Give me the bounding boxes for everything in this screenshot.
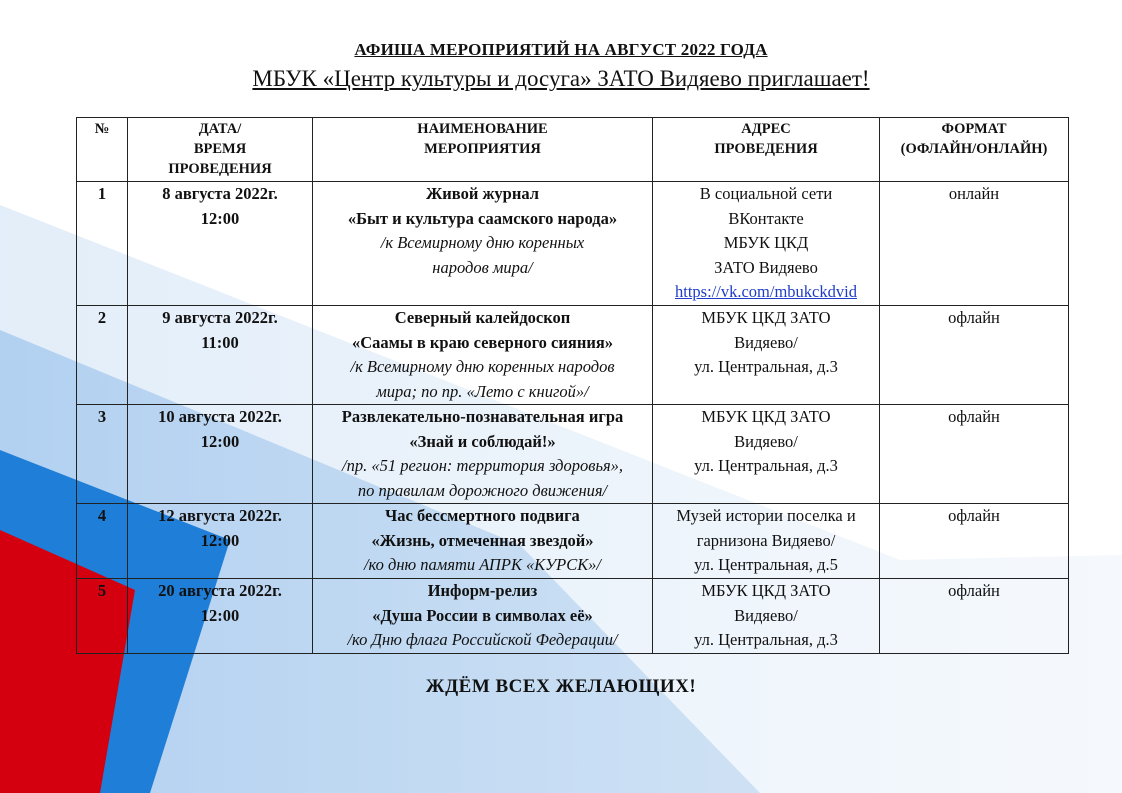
vk-link[interactable]: https://vk.com/mbukckdvid	[675, 282, 857, 301]
row-number: 3	[77, 405, 128, 504]
event-note: /ко дню памяти АПРК «КУРСК»/	[363, 555, 602, 574]
row-event-cell	[313, 579, 653, 654]
event-name: «Саамы в краю северного сияния»	[351, 332, 614, 352]
event-note: по правилам дорожного движения/	[357, 480, 608, 500]
col-header-number: №	[77, 118, 128, 182]
row-event-cell	[313, 504, 653, 579]
address-line: МБУК ЦКД ЗАТО	[701, 308, 831, 327]
col-header-event: НАИМЕНОВАНИЕ МЕРОПРИЯТИЯ	[313, 118, 653, 182]
address-line: МБУК ЦКД ЗАТО	[701, 407, 831, 426]
row-address-cell	[653, 504, 880, 579]
event-type: Живой журнал	[425, 184, 540, 203]
address-line: ул. Центральная, д.3	[694, 456, 838, 475]
event-note: /пр. «51 регион: территория здоровья»,	[341, 456, 623, 475]
table-header-row	[77, 118, 1069, 182]
row-number: 2	[77, 306, 128, 405]
event-time: 12:00	[200, 605, 240, 625]
address-line: В социальной сети	[699, 184, 833, 203]
event-name: «Быт и культура саамского народа»	[347, 208, 618, 228]
event-time: 12:00	[200, 208, 240, 228]
event-name: «Знай и соблюдай!»	[409, 431, 556, 451]
address-line: Музей истории поселка и	[676, 506, 856, 525]
row-date-cell	[128, 504, 313, 579]
row-number: 1	[77, 182, 128, 306]
event-note: народов мира/	[432, 257, 533, 277]
address-line: МБУК ЦКД ЗАТО	[701, 581, 831, 600]
row-number: 4	[77, 504, 128, 579]
row-address-cell	[653, 579, 880, 654]
row-address-cell	[653, 182, 880, 306]
row-event-cell	[313, 182, 653, 306]
event-date: 9 августа 2022г.	[162, 308, 278, 327]
event-name: «Жизнь, отмеченная звездой»	[371, 530, 594, 550]
address-line: ул. Центральная, д.3	[694, 357, 838, 376]
row-date-cell	[128, 579, 313, 654]
row-event-cell	[313, 306, 653, 405]
address-line: Видяево/	[734, 431, 798, 451]
event-note: мира; по пр. «Лето с книгой»/	[376, 381, 589, 401]
address-line: Видяево/	[734, 605, 798, 625]
table-row	[77, 405, 1069, 504]
table-row	[77, 306, 1069, 405]
event-date: 20 августа 2022г.	[158, 581, 282, 600]
event-time: 11:00	[201, 332, 239, 352]
event-time: 12:00	[200, 530, 240, 550]
event-type: Информ-релиз	[427, 581, 538, 600]
row-number: 5	[77, 579, 128, 654]
address-line: ЗАТО Видяево	[714, 257, 818, 277]
row-address-cell	[653, 306, 880, 405]
events-table	[76, 117, 1069, 654]
event-type: Развлекательно-познавательная игра	[341, 407, 624, 426]
address-line: ВКонтакте	[728, 208, 804, 228]
event-name: «Душа России в символах её»	[372, 605, 593, 625]
event-note: /к Всемирному дню коренных народов	[350, 357, 615, 376]
address-line: ул. Центральная, д.5	[694, 555, 838, 574]
row-address-cell	[653, 405, 880, 504]
col-header-format: ФОРМАТ (ОФЛАЙН/ОНЛАЙН)	[880, 118, 1069, 182]
event-note: /ко Дню флага Российской Федерации/	[347, 630, 618, 649]
event-date: 10 августа 2022г.	[158, 407, 282, 426]
row-date-cell	[128, 405, 313, 504]
event-date: 8 августа 2022г.	[162, 184, 278, 203]
event-time: 12:00	[200, 431, 240, 451]
event-format: офлайн	[880, 579, 1069, 654]
col-header-date: ДАТА/ ВРЕМЯ ПРОВЕДЕНИЯ	[128, 118, 313, 182]
address-line: гарнизона Видяево/	[696, 530, 836, 550]
address-line: ул. Центральная, д.3	[694, 630, 838, 649]
closing-slogan: ЖДЁМ ВСЕХ ЖЕЛАЮЩИХ!	[425, 676, 697, 697]
table-row	[77, 579, 1069, 654]
event-format: офлайн	[880, 306, 1069, 405]
event-format: офлайн	[880, 504, 1069, 579]
row-date-cell	[128, 306, 313, 405]
event-note: /к Всемирному дню коренных	[380, 233, 585, 252]
event-format: офлайн	[880, 405, 1069, 504]
address-line: Видяево/	[734, 332, 798, 352]
event-type: Северный калейдоскоп	[394, 308, 571, 327]
col-header-address: АДРЕС ПРОВЕДЕНИЯ	[653, 118, 880, 182]
row-event-cell	[313, 405, 653, 504]
event-type: Час бессмертного подвига	[385, 506, 580, 525]
row-date-cell	[128, 182, 313, 306]
poster-subtitle: МБУК «Центр культуры и досуга» ЗАТО Видяево приглашает!	[252, 66, 870, 91]
table-row	[77, 504, 1069, 579]
event-format: онлайн	[880, 182, 1069, 306]
poster-title: АФИША МЕРОПРИЯТИЙ НА АВГУСТ 2022 ГОДА	[354, 40, 768, 59]
event-date: 12 августа 2022г.	[158, 506, 282, 525]
table-row	[77, 182, 1069, 306]
address-line: МБУК ЦКД	[723, 233, 809, 252]
